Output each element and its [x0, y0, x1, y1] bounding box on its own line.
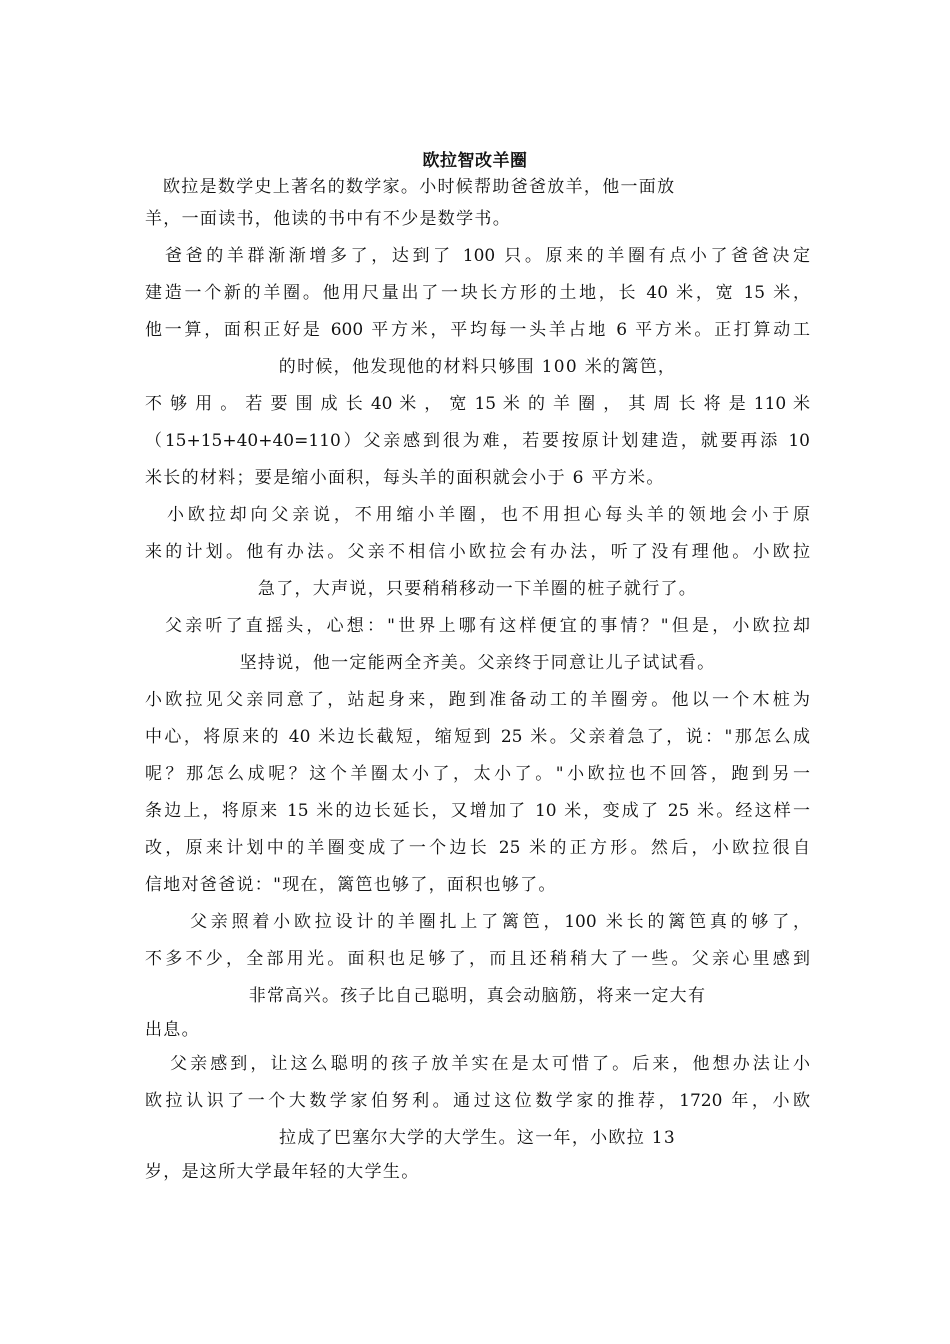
text-line: 小欧拉却向父亲说，不用缩小羊圈，也不用担心每头羊的领地会小于原 — [167, 505, 810, 525]
text-line: 拉成了巴塞尔大学的大学生。这一年，小欧拉 13 — [279, 1128, 676, 1148]
text-line: 他一算，面积正好是 600 平方米，平均每一头羊占地 6 平方米。正打算动工 — [145, 320, 810, 340]
text-line: 父亲照着小欧拉设计的羊圈扎上了篱笆，100 米长的篱笆真的够了， — [190, 912, 810, 932]
text-line: 米长的材料；要是缩小面积，每头羊的面积就会小于 6 平方米。 — [145, 468, 665, 488]
text-line: 坚持说，他一定能两全齐美。父亲终于同意让儿子试试看。 — [239, 653, 716, 673]
text-line: 条边上，将原来 15 米的边长延长，又增加了 10 米，变成了 25 米。经这样一 — [145, 801, 810, 821]
text-line: 小欧拉见父亲同意了，站起身来，跑到准备动工的羊圈旁。他以一个木桩为 — [145, 690, 810, 710]
document-title: 欧拉智改羊圈 — [422, 151, 528, 171]
text-line: 来的计划。他有办法。父亲不相信小欧拉会有办法，听了没有理他。小欧拉 — [145, 542, 810, 562]
text-line: 建造一个新的羊圈。他用尺量出了一块长方形的土地，长 40 米，宽 15 米， — [145, 283, 810, 303]
text-line: 父亲感到，让这么聪明的孩子放羊实在是太可惜了。后来，他想办法让小 — [170, 1054, 810, 1074]
text-line: 急了，大声说，只要稍稍移动一下羊圈的桩子就行了。 — [257, 579, 698, 599]
text-line: 非常高兴。孩子比自己聪明，真会动脑筋，将来一定大有 — [248, 986, 707, 1006]
text-line: 呢？那怎么成呢？这个羊圈太小了，太小了。"小欧拉也不回答，跑到另一 — [145, 764, 810, 784]
text-line: 的时候，他发现他的材料只够围 100 米的篱笆， — [278, 357, 677, 377]
text-line: 岁，是这所大学最年轻的大学生。 — [145, 1162, 420, 1182]
text-line: 欧拉是数学史上著名的数学家。小时候帮助爸爸放羊，他一面放 — [163, 177, 676, 197]
text-line: 不多不少，全部用光。面积也足够了，而且还稍稍大了一些。父亲心里感到 — [145, 949, 810, 969]
text-line: 中心，将原来的 40 米边长截短，缩短到 25 米。父亲着急了，说："那怎么成 — [145, 727, 810, 747]
text-line: 欧拉认识了一个大数学家伯努利。通过这位数学家的推荐，1720 年，小欧 — [145, 1091, 810, 1111]
text-line: （15+15+40+40=110）父亲感到很为难，若要按原计划建造，就要再添 10 — [145, 431, 810, 451]
text-line: 出息。 — [145, 1020, 200, 1040]
text-line: 改，原来计划中的羊圈变成了一个边长 25 米的正方形。然后，小欧拉很自 — [145, 838, 810, 858]
text-line: 信地对爸爸说："现在，篱笆也够了，面积也够了。 — [145, 875, 557, 895]
text-line: 父亲听了直摇头，心想："世界上哪有这样便宜的事情？"但是，小欧拉却 — [165, 616, 810, 636]
text-line: 不 够 用 。 若 要 围 成 长 40 米 ， 宽 15 米 的 羊 圈 ， 其 周 长 将 是 110 米 — [145, 394, 810, 414]
text-line: 羊，一面读书，他读的书中有不少是数学书。 — [145, 209, 511, 229]
text-line: 爸爸的羊群渐渐增多了，达到了 100 只。原来的羊圈有点小了爸爸决定 — [165, 246, 810, 266]
